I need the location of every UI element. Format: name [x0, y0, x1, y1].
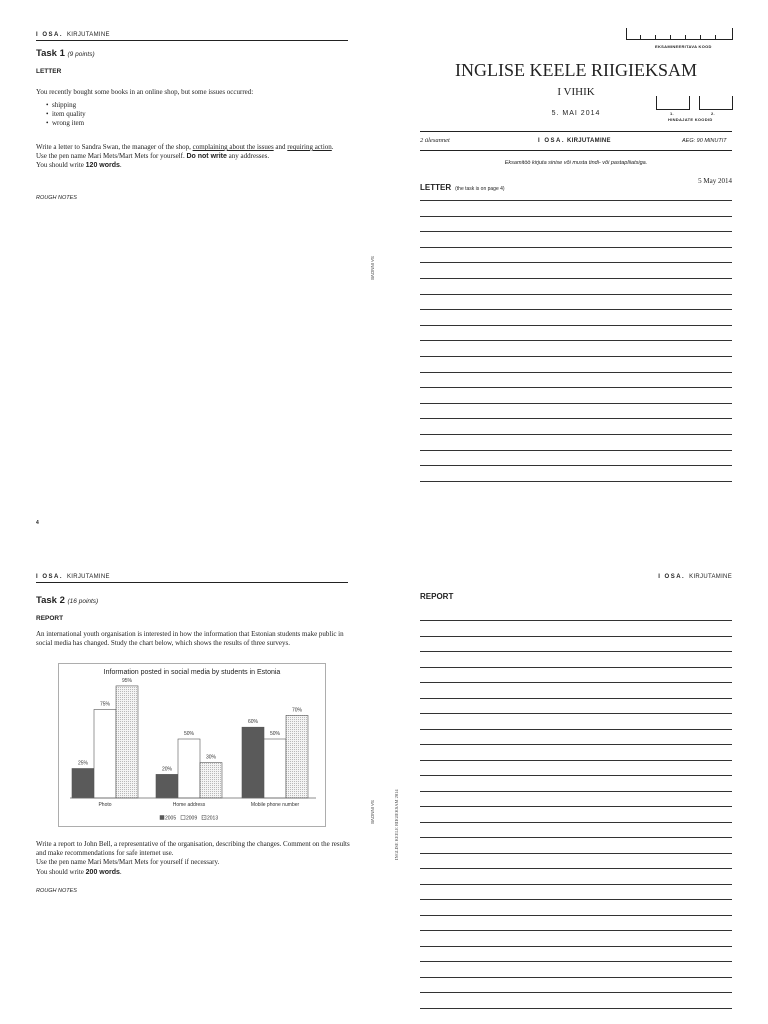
writing-line: [420, 372, 732, 373]
legend-label: 2013: [207, 815, 219, 822]
data-label: 50%: [183, 731, 195, 737]
candidate-code-box[interactable]: [626, 28, 732, 40]
rough-notes-label: ROUGH NOTES: [36, 888, 77, 894]
exam-title: INGLISE KEELE RIIGIEKSAM: [455, 60, 697, 80]
writing-line: [420, 729, 732, 730]
writing-line: [420, 760, 732, 761]
bar-2009-1: [178, 739, 200, 798]
grader-2-label: 2.: [711, 111, 715, 116]
writing-line: [420, 713, 732, 714]
writing-line: [420, 977, 732, 978]
writing-line: [420, 465, 732, 466]
bar-2009-0: [94, 710, 116, 799]
grader-code-box[interactable]: [656, 96, 732, 110]
section-title: I OSA. KIRJUTAMINE: [538, 138, 611, 144]
category-label: Mobile phone number: [250, 802, 300, 808]
writing-line: [420, 899, 732, 900]
candidate-code-label: EKSAMINEERITAVA KOOD: [655, 44, 712, 49]
page-header: I OSA. KIRJUTAMINE: [658, 574, 732, 580]
writing-line: [420, 434, 732, 435]
writing-line: [420, 992, 732, 993]
data-label: 20%: [161, 766, 173, 773]
writing-line: [420, 418, 732, 419]
data-label: 50%: [269, 731, 281, 737]
section-rule-top: [420, 131, 732, 132]
page-number: 4: [36, 520, 39, 526]
letter-date: 5 May 2014: [698, 177, 732, 185]
writing-line: [420, 682, 732, 683]
writing-line: [420, 961, 732, 962]
side-imprint-2: INGLISE KEELE RIIGIEKSAM 2014: [394, 789, 399, 860]
chart-title: Information posted in social media by students in Estonia: [103, 669, 281, 676]
writing-line: [420, 1008, 732, 1009]
writing-line: [420, 822, 732, 823]
grader-1-label: 1.: [670, 111, 674, 116]
page-header: I OSA. KIRJUTAMINE: [36, 32, 110, 38]
booklet-title: I VIHIK: [557, 86, 595, 98]
task-type-label: REPORT: [36, 615, 64, 622]
bar-2005-1: [156, 774, 178, 798]
writing-line: [420, 278, 732, 279]
legend-swatch: [181, 816, 185, 820]
page-header: I OSA. KIRJUTAMINE: [36, 574, 110, 580]
task-intro: An international youth organisation is interested in how the information that Estonian students make public in social media has changed. Study the chart below, which shows the results of three surveys.: [36, 630, 344, 648]
side-imprint: SA INNOVE: [370, 800, 375, 825]
bar-2013-2: [286, 715, 308, 798]
rough-notes-label: ROUGH NOTES: [36, 195, 77, 201]
writing-line: [420, 915, 732, 916]
bar-2005-2: [242, 727, 264, 798]
bar-2009-2: [264, 739, 286, 798]
writing-line: [420, 481, 732, 482]
task-title: Task 2 (16 points): [36, 595, 99, 606]
report-writing-area[interactable]: [420, 620, 732, 1020]
task-instructions: Write a report to John Bell, a representative of the organisation, describing the changes. Comment on the results and make recommendations for safe internet use. Use the pen name Mari Mets/Mart Mets for yourself if necessary. You should write 200 words.: [36, 840, 350, 876]
data-label: 95%: [121, 677, 133, 684]
grader-codes-label: HINDAJATE KOODID: [668, 117, 713, 122]
data-label: 25%: [77, 760, 89, 767]
legend-swatch: [160, 816, 164, 820]
section-rule-bottom: [420, 150, 732, 151]
data-label: 30%: [205, 754, 217, 761]
data-label: 70%: [291, 707, 303, 714]
writing-line: [420, 620, 732, 621]
data-label: 60%: [247, 719, 259, 726]
side-imprint: SA INNOVE: [370, 256, 375, 281]
writing-line: [420, 309, 732, 310]
category-label: Home address: [172, 802, 206, 808]
writing-line: [420, 775, 732, 776]
header-rule: [36, 40, 348, 41]
writing-line: [420, 806, 732, 807]
writing-line: [420, 744, 732, 745]
bar-2013-1: [200, 763, 222, 798]
header-rule: [36, 582, 348, 583]
writing-line: [420, 667, 732, 668]
writing-line: [420, 868, 732, 869]
writing-line: [420, 356, 732, 357]
writing-line: [420, 325, 732, 326]
tasks-count: 2 ülesannet: [420, 137, 450, 144]
writing-line: [420, 698, 732, 699]
task-instructions: Write a letter to Sandra Swan, the manager of the shop, complaining about the issues and requiring action. Use the pen name Mari Mets/Mart Mets for yourself. Do not write any addresses. You should write 120 words.: [36, 143, 334, 170]
category-label: Photo: [98, 802, 112, 808]
writing-line: [420, 450, 732, 451]
list-item: • item quality: [46, 110, 86, 119]
writing-line: [420, 262, 732, 263]
writing-line: [420, 247, 732, 248]
writing-line: [420, 853, 732, 854]
writing-line: [420, 200, 732, 201]
bar-2013-0: [116, 686, 138, 798]
ink-instruction: Eksamitöö kirjuta sinise või musta tindi- või pastapliiatsiga.: [504, 160, 648, 166]
writing-line: [420, 791, 732, 792]
writing-line: [420, 340, 732, 341]
writing-line: [420, 387, 732, 388]
bar-2005-0: [72, 769, 94, 799]
writing-line: [420, 946, 732, 947]
exam-date: 5. MAI 2014: [551, 110, 601, 117]
task-title: Task 1 (9 points): [36, 48, 95, 59]
task-intro: You recently bought some books in an online shop, but some issues occurred:: [36, 88, 254, 96]
letter-heading: LETTER (the task is on page 4): [420, 183, 505, 192]
legend-label: 2009: [186, 815, 198, 822]
writing-line: [420, 216, 732, 217]
task-type-label: LETTER: [36, 68, 62, 75]
writing-line: [420, 930, 732, 931]
bar-chart: [58, 663, 326, 827]
writing-line: [420, 294, 732, 295]
report-heading: REPORT: [420, 592, 454, 601]
writing-line: [420, 884, 732, 885]
exam-time: AEG: 90 MINUTIT: [682, 138, 727, 144]
list-item: • wrong item: [46, 119, 86, 128]
writing-line: [420, 231, 732, 232]
issue-list: [36, 101, 86, 129]
data-label: 75%: [99, 701, 111, 708]
writing-line: [420, 403, 732, 404]
legend-swatch: [202, 816, 206, 820]
writing-line: [420, 651, 732, 652]
legend-label: 2005: [165, 815, 177, 822]
chart-legend: [160, 816, 218, 822]
list-item: • shipping: [46, 101, 86, 110]
writing-line: [420, 636, 732, 637]
letter-writing-area[interactable]: [420, 200, 732, 490]
writing-line: [420, 837, 732, 838]
